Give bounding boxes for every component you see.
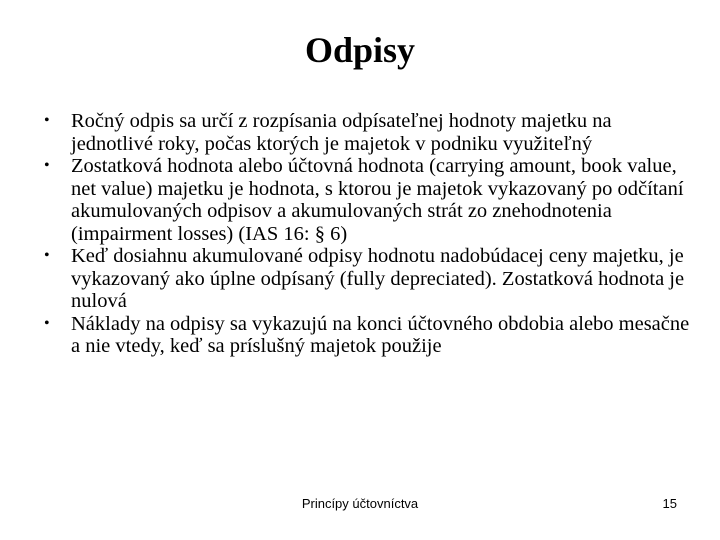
bullet-icon: •: [44, 112, 50, 129]
bullet-text: Zostatková hodnota alebo účtovná hodnota (carrying amount, book value, net value) majetku je hodnota, s ktorou je majetok vykazovaný po odčítaní akumulovaných odpisov a akumulovaných strát zo znehodnotenia (impairment losses) (IAS 16: § 6): [71, 155, 684, 245]
slide-title: Odpisy: [304, 30, 416, 70]
bullet-list: [44, 110, 694, 358]
footer-text: Princípy účtovníctva: [301, 496, 419, 511]
bullet-item: [44, 313, 694, 358]
bullet-text: Keď dosiahnu akumulované odpisy hodnotu nadobúdacej ceny majetku, je vykazovaný ako úplne odpísaný (fully depreciated). Zostatková hodnota je nulová: [71, 245, 685, 312]
page-number: 15: [662, 496, 677, 511]
bullet-icon: •: [44, 247, 50, 264]
bullet-item: [44, 245, 694, 313]
bullet-text: Náklady na odpisy sa vykazujú na konci účtovného obdobia alebo mesačne a nie vtedy, keď sa príslušný majetok použije: [71, 312, 690, 357]
bullet-item: [44, 155, 694, 245]
bullet-item: [44, 110, 694, 155]
bullet-icon: •: [44, 314, 50, 332]
bullet-text: Ročný odpis sa určí z rozpísania odpísateľnej hodnoty majetku na jednotlivé roky, počas ktorých je majetok v podniku využiteľný: [71, 110, 612, 155]
bullet-icon: •: [44, 157, 50, 174]
